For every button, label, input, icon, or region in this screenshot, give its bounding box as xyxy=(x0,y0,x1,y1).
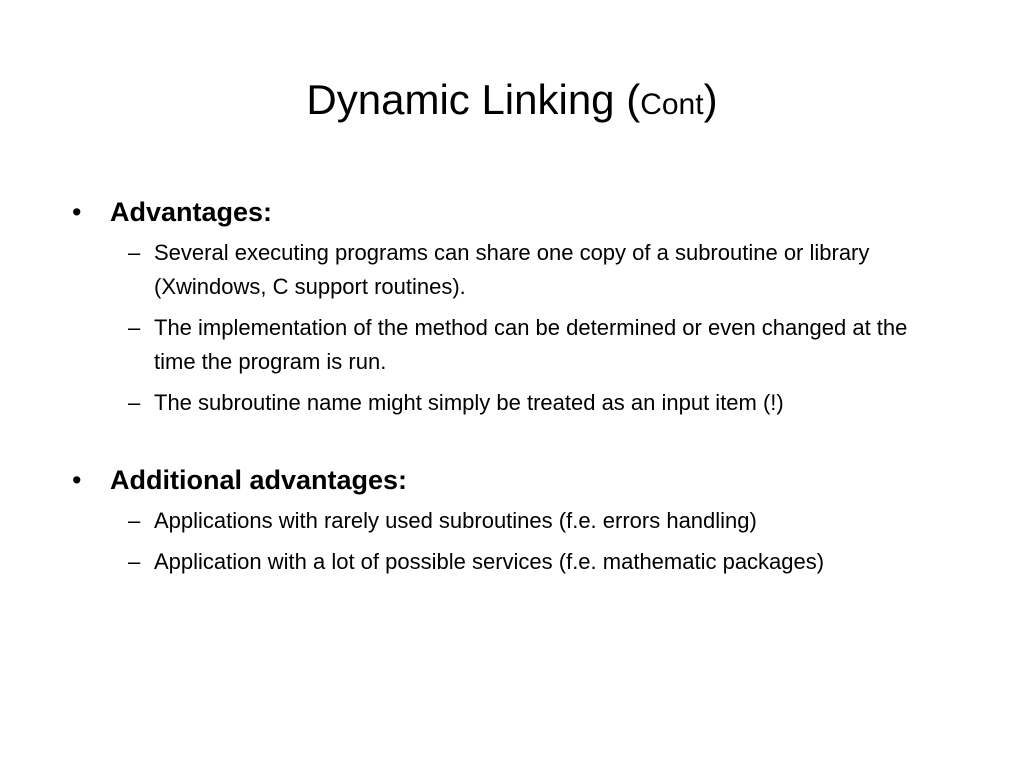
bullet-advantages xyxy=(72,190,972,234)
heading-additional-advantages: Additional advantages: xyxy=(110,465,408,495)
title-cont: Cont xyxy=(640,88,704,121)
title-main: Dynamic Linking ( xyxy=(306,76,641,123)
dash-icon: – xyxy=(128,549,141,574)
list-item-text: The subroutine name might simply be treated as an input item (!) xyxy=(154,390,784,415)
title-close: ) xyxy=(703,76,718,123)
section-advantages xyxy=(72,190,972,420)
list-item-text: The implementation of the method can be determined or even changed at the time the program is run. xyxy=(154,315,908,374)
bullet-dot-icon: • xyxy=(72,465,82,495)
list-item-text: Application with a lot of possible services (f.e. mathematic packages) xyxy=(154,549,825,574)
bullet-additional-advantages xyxy=(72,458,972,502)
list-item xyxy=(72,311,924,379)
list-item xyxy=(72,236,924,304)
list-item xyxy=(72,504,924,538)
list-item xyxy=(72,386,924,420)
list-item-text: Applications with rarely used subroutines (f.e. errors handling) xyxy=(154,508,757,533)
list-item xyxy=(72,545,924,579)
dash-icon: – xyxy=(128,315,141,340)
advantages-list xyxy=(72,236,972,420)
bullet-dot-icon: • xyxy=(72,197,82,227)
slide-body xyxy=(72,190,972,617)
dash-icon: – xyxy=(128,390,141,415)
section-additional-advantages xyxy=(72,458,972,579)
heading-advantages: Advantages: xyxy=(110,197,273,227)
dash-icon: – xyxy=(128,508,141,533)
dash-icon: – xyxy=(128,240,141,265)
additional-advantages-list xyxy=(72,504,972,579)
slide-title xyxy=(0,70,1024,135)
list-item-text: Several executing programs can share one copy of a subroutine or library (Xwindows, C support routines). xyxy=(154,240,870,299)
